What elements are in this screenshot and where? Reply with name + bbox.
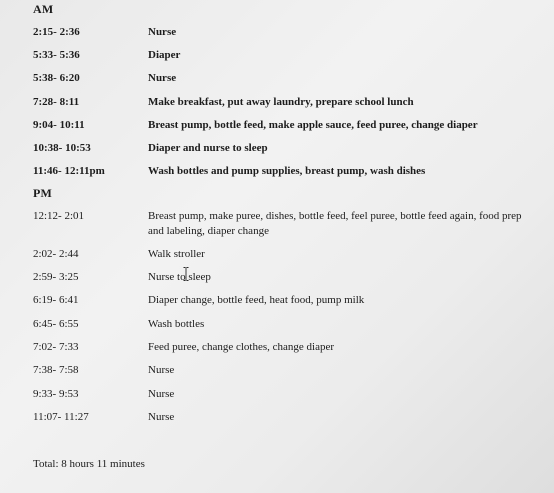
total-time: Total: 8 hours 11 minutes (33, 458, 145, 470)
entry-time: 2:59- 3:25 (33, 271, 79, 283)
entry-time: 9:04- 10:11 (33, 119, 85, 131)
text-cursor-icon (183, 267, 189, 281)
entry-activity: Nurse (148, 72, 177, 84)
pm-section-label: PM (33, 186, 53, 200)
entry-activity: Nurse (148, 388, 175, 400)
entry-time: 6:45- 6:55 (33, 318, 79, 330)
entry-time: 11:07- 11:27 (33, 411, 89, 423)
entry-activity: Diaper and nurse to sleep (148, 142, 268, 154)
entry-activity: Walk stroller (148, 248, 205, 260)
entry-activity: Diaper change, bottle feed, heat food, pump milk (148, 294, 365, 306)
entry-activity: Breast pump, make puree, dishes, bottle feed, feel puree, bottle feed again, food prep and labeling, diaper change (148, 210, 522, 237)
entry-activity: Nurse to sleep (148, 271, 211, 283)
entry-time: 5:33- 5:36 (33, 49, 80, 61)
entry-activity: Nurse (148, 411, 175, 423)
entry-activity: Diaper (148, 49, 181, 61)
entry-time: 7:02- 7:33 (33, 341, 79, 353)
entry-time: 11:46- 12:11pm (33, 165, 105, 177)
entry-time: 2:02- 2:44 (33, 248, 79, 260)
entry-activity: Breast pump, bottle feed, make apple sauce, feed puree, change diaper (148, 119, 478, 131)
entry-time: 12:12- 2:01 (33, 210, 85, 222)
entry-activity: Nurse (148, 364, 175, 376)
entry-activity: Feed puree, change clothes, change diaper (148, 341, 334, 353)
entry-time: 6:19- 6:41 (33, 294, 79, 306)
entry-time: 10:38- 10:53 (33, 142, 91, 154)
entry-activity: Nurse (148, 26, 177, 38)
entry-time: 9:33- 9:53 (33, 388, 79, 400)
entry-time: 2:15- 2:36 (33, 26, 80, 38)
entry-activity: Wash bottles (148, 318, 205, 330)
entry-time: 5:38- 6:20 (33, 72, 80, 84)
entry-activity: Make breakfast, put away laundry, prepare school lunch (148, 96, 414, 108)
entry-time: 7:28- 8:11 (33, 96, 80, 108)
entry-activity: Wash bottles and pump supplies, breast pump, wash dishes (148, 165, 426, 177)
entry-time: 7:38- 7:58 (33, 364, 79, 376)
am-section-label: AM (33, 2, 54, 16)
